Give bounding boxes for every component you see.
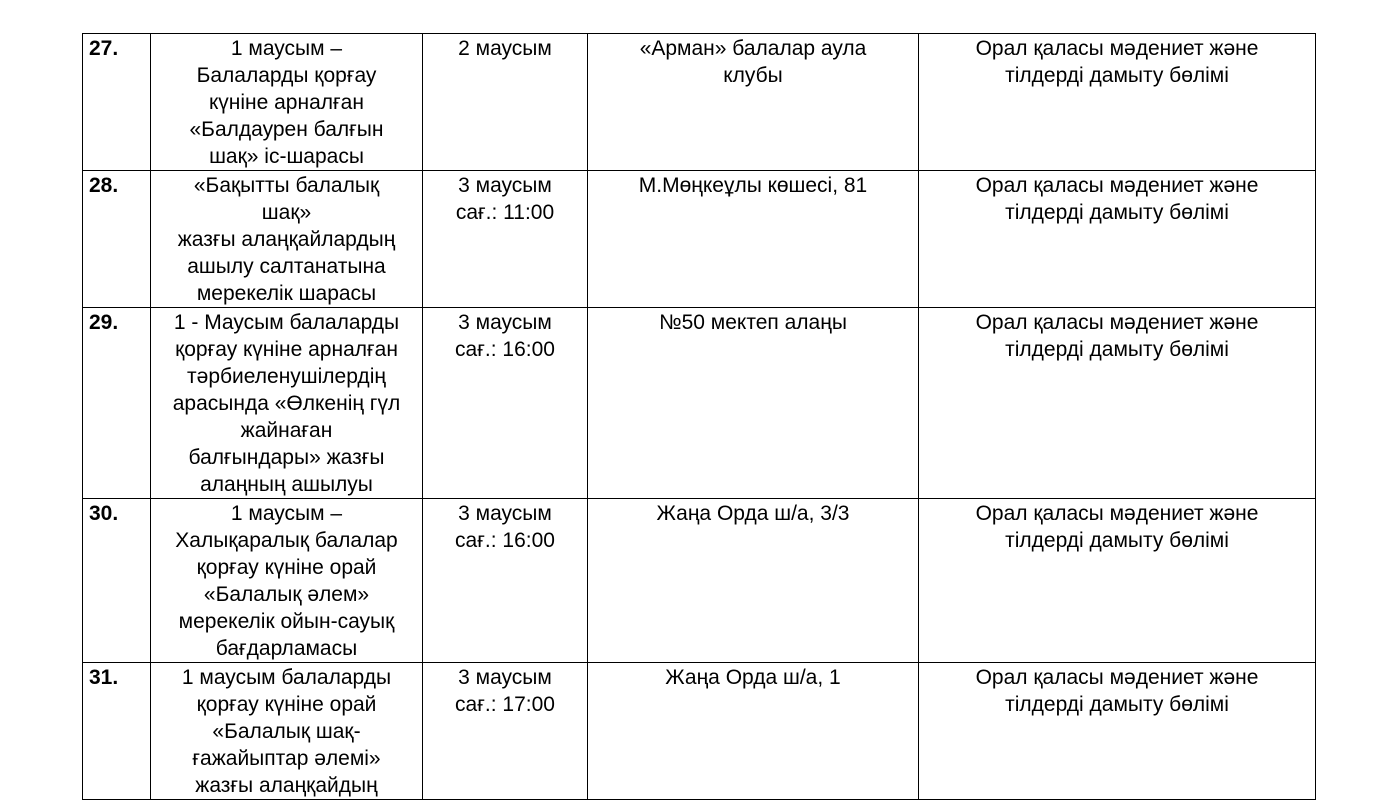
event-date-line: 3 маусым — [458, 502, 552, 525]
event-place-cell — [588, 663, 919, 800]
event-name-cell — [151, 663, 423, 800]
event-time-line: сағ.: 11:00 — [455, 201, 555, 224]
event-time-line: сағ.: 16:00 — [455, 529, 555, 552]
table-row — [83, 34, 1316, 171]
event-name-line: бағдарламасы — [215, 637, 358, 660]
event-name-line: мерекелік ойын-сауық — [178, 610, 395, 633]
event-time-line: сағ.: 16:00 — [455, 338, 555, 361]
event-date-line: 2 маусым — [458, 37, 552, 60]
event-place-line: №50 мектеп алаңы — [659, 311, 847, 334]
event-name-line: жазғы алаңқайдың — [195, 774, 378, 797]
organizer-line: тілдерді дамыту бөлімі — [1005, 529, 1229, 552]
event-name-line: «Балдаурен балғын — [189, 118, 384, 141]
event-name-line: 1 - Маусым балаларды — [173, 311, 400, 334]
event-name-line: шақ» іс-шарасы — [209, 145, 364, 168]
event-name-line: қорғау күніне орай — [196, 693, 377, 716]
event-place-cell — [588, 34, 919, 171]
event-name-cell — [151, 34, 423, 171]
event-name-line: балғындары» жазғы — [188, 446, 385, 469]
event-place-line: клубы — [723, 64, 783, 87]
event-name-line: жазғы алаңқайлардың — [177, 228, 396, 251]
event-name-line: шақ» — [261, 201, 312, 224]
event-name-line: күніне арналған — [209, 91, 364, 114]
event-name-line: тәрбиеленушілердің — [187, 365, 386, 388]
organizer-line: Орал қаласы мәдениет және — [975, 311, 1259, 334]
event-place-cell — [588, 499, 919, 663]
event-name-cell — [151, 171, 423, 308]
event-name-line: жайнаған — [240, 419, 333, 442]
event-name-line: Халықаралық балалар — [175, 529, 398, 552]
event-name-cell — [151, 308, 423, 499]
event-name-line: қорғау күніне арналған — [175, 338, 398, 361]
event-name-line: мерекелік шарасы — [196, 282, 377, 305]
event-name-line: «Балалық әлем» — [203, 583, 370, 606]
event-name-line: 1 маусым – — [230, 502, 343, 525]
table-row — [83, 171, 1316, 308]
event-place-line: Жаңа Орда ш/а, 3/3 — [656, 502, 850, 525]
event-name-line: «Бақытты балалық — [193, 174, 380, 197]
event-date-cell — [423, 308, 588, 499]
event-date-line: 3 маусым — [458, 666, 552, 689]
event-date-cell — [423, 34, 588, 171]
event-name-line: ғажайыптар әлемі» — [192, 747, 381, 770]
organizer-line: Орал қаласы мәдениет және — [975, 37, 1259, 60]
event-name-line: Балаларды қорғау — [196, 64, 377, 87]
row-number: 27. — [83, 34, 151, 171]
event-name-line: алаңның ашылуы — [200, 473, 373, 496]
event-name-line: қорғау күніне орай — [196, 556, 377, 579]
event-date-line: 3 маусым — [458, 174, 552, 197]
event-date-line: 3 маусым — [458, 311, 552, 334]
table-row — [83, 663, 1316, 800]
organizer-line: Орал қаласы мәдениет және — [975, 666, 1259, 689]
events-table — [82, 33, 1316, 800]
row-number: 31. — [83, 663, 151, 800]
event-name-line: ашылу салтанатына — [187, 255, 386, 278]
organizer-cell — [919, 499, 1316, 663]
organizer-cell — [919, 34, 1316, 171]
organizer-line: Орал қаласы мәдениет және — [975, 174, 1259, 197]
event-date-cell — [423, 171, 588, 308]
organizer-line: тілдерді дамыту бөлімі — [1005, 201, 1229, 224]
event-place-cell — [588, 171, 919, 308]
event-name-line: арасында «Өлкенің гүл — [172, 392, 401, 415]
table-row — [83, 499, 1316, 663]
row-number: 29. — [83, 308, 151, 499]
event-place-line: «Арман» балалар аула — [639, 37, 867, 60]
event-name-cell — [151, 499, 423, 663]
event-name-line: «Балалық шақ- — [212, 720, 361, 743]
organizer-line: тілдерді дамыту бөлімі — [1005, 64, 1229, 87]
organizer-cell — [919, 663, 1316, 800]
event-place-line: Жаңа Орда ш/а, 1 — [665, 666, 841, 689]
organizer-cell — [919, 171, 1316, 308]
event-place-cell — [588, 308, 919, 499]
row-number: 30. — [83, 499, 151, 663]
row-number: 28. — [83, 171, 151, 308]
table-row — [83, 308, 1316, 499]
organizer-line: тілдерді дамыту бөлімі — [1005, 693, 1229, 716]
organizer-cell — [919, 308, 1316, 499]
event-name-line: 1 маусым – — [230, 37, 343, 60]
event-name-line: 1 маусым балаларды — [181, 666, 392, 689]
event-date-cell — [423, 499, 588, 663]
event-date-cell — [423, 663, 588, 800]
event-time-line: сағ.: 17:00 — [455, 693, 555, 716]
organizer-line: тілдерді дамыту бөлімі — [1005, 338, 1229, 361]
organizer-line: Орал қаласы мәдениет және — [975, 502, 1259, 525]
event-place-line: М.Мөңкеұлы көшесі, 81 — [638, 174, 868, 197]
